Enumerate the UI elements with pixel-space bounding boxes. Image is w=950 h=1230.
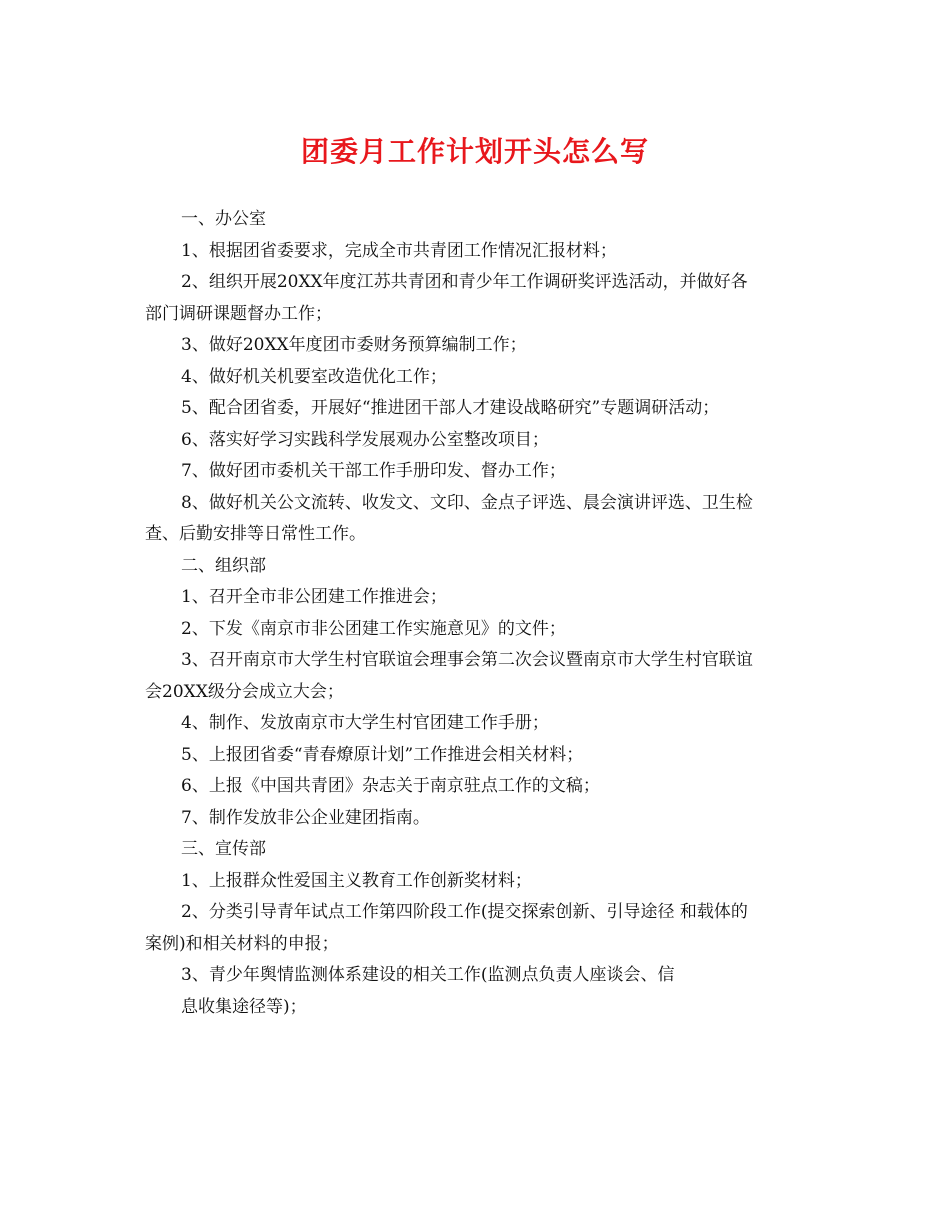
text-line: 二、组织部 <box>181 555 266 576</box>
text-line: 查、后勤安排等日常性工作。 <box>145 524 366 544</box>
text-line: 三、宣传部 <box>181 839 266 859</box>
text-line: 4、做好机关机要室改造优化工作； <box>181 366 447 387</box>
text-line: 7、制作发放非公企业建团指南。 <box>181 807 430 828</box>
text-line: 5、配合团省委，开展好“推进团干部人才建设战略研究”专题调研活动； <box>181 398 720 418</box>
text-line: 6、落实好学习实践科学发展观办公室整改项目； <box>181 429 549 450</box>
text-line: 6、上报《中国共青团》杂志关于南京驻点工作的文稿； <box>181 776 600 796</box>
text-line: 5、上报团省委“青春燎原计划”工作推进会相关材料； <box>181 744 584 765</box>
text-line: 案例)和相关材料的申报； <box>145 933 339 954</box>
text-line: 1、上报群众性爱国主义教育工作创新奖材料； <box>181 870 532 891</box>
text-line: 部门调研课题督办工作； <box>145 303 332 324</box>
text-line: 3、召开南京市大学生村官联谊会理事会第二次会议暨南京市大学生村官联谊 <box>181 650 753 670</box>
text-line: 一、办公室 <box>181 209 266 229</box>
text-line: 3、青少年舆情监测体系建设的相关工作(监测点负责人座谈会、信 <box>181 965 675 985</box>
text-line: 2、组织开展20XX年度江苏共青团和青少年工作调研奖评选活动，并做好各 <box>181 272 748 292</box>
text-line: 2、下发《南京市非公团建工作实施意见》的文件； <box>181 618 566 639</box>
text-line: 1、根据团省委要求，完成全市共青团工作情况汇报材料； <box>181 240 617 261</box>
text-line: 8、做好机关公文流转、收发文、文印、金点子评选、晨会演讲评选、卫生检 <box>181 492 753 513</box>
text-line: 4、制作、发放南京市大学生村官团建工作手册； <box>181 713 549 733</box>
text-line: 1、召开全市非公团建工作推进会； <box>181 587 447 607</box>
text-line: 7、做好团市委机关干部工作手册印发、督办工作； <box>181 461 566 481</box>
text-line: 2、分类引导青年试点工作第四阶段工作(提交探索创新、引导途径 和载体的 <box>181 902 748 922</box>
document-title: 团委月工作计划开头怎么写 <box>300 135 649 168</box>
document-body <box>145 204 810 1023</box>
text-line: 会20XX级分会成立大会； <box>145 681 344 702</box>
text-line: 息收集途径等)； <box>181 996 307 1017</box>
text-line: 3、做好20XX年度团市委财务预算编制工作； <box>181 335 527 355</box>
